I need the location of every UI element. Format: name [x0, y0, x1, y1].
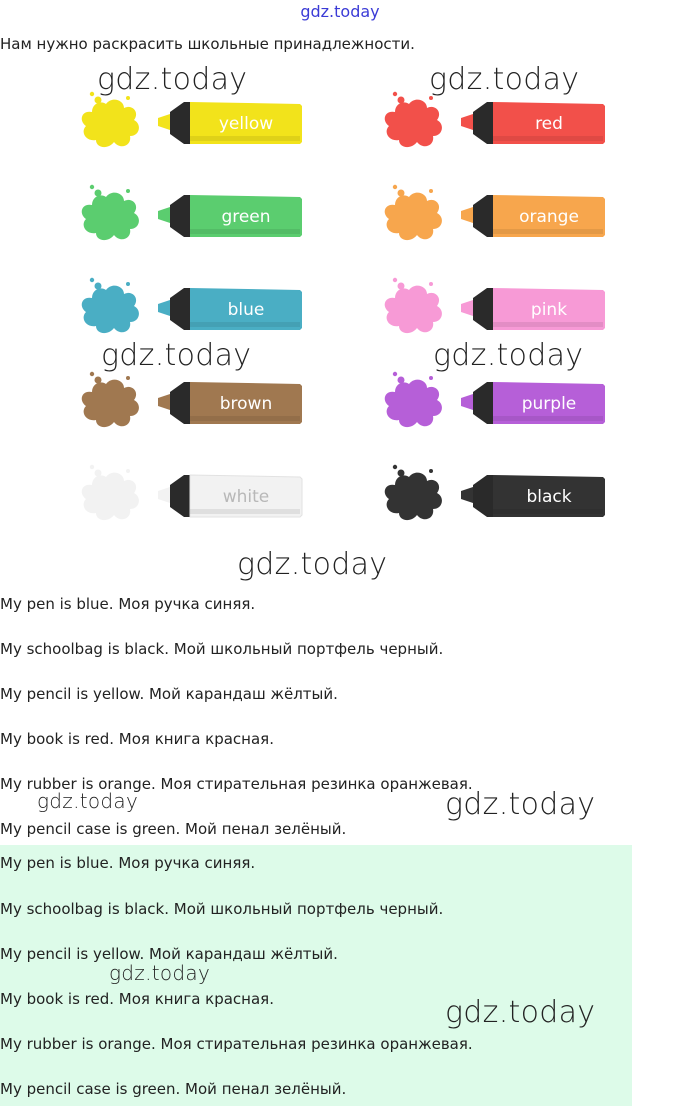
marker-label: red	[535, 114, 563, 134]
paint-splash-icon	[385, 100, 442, 147]
marker-label: orange	[519, 207, 579, 227]
marker-label: brown	[219, 394, 273, 414]
marker-blue	[72, 276, 307, 344]
sentence-line: My pen is blue. Моя ручка синяя.	[0, 595, 256, 613]
marker-label: yellow	[218, 114, 274, 134]
watermark: gdz.today	[429, 62, 580, 97]
marker-label: pink	[530, 300, 568, 320]
top-watermark: gdz.today	[300, 2, 380, 21]
paint-splash-icon	[82, 380, 139, 427]
task-text: Нам нужно раскрасить школьные принадлежности.	[0, 35, 415, 53]
answer-line: My pencil case is green. Мой пенал зелёный.	[0, 1080, 347, 1098]
watermark: gdz.today	[237, 547, 388, 582]
answer-line: My schoolbag is black. Мой школьный портфель черный.	[0, 900, 444, 918]
marker-red	[375, 90, 610, 158]
watermark: gdz.today	[109, 961, 211, 985]
marker-pink	[375, 276, 610, 344]
sentence-line: My schoolbag is black. Мой школьный портфель черный.	[0, 640, 444, 658]
watermark: gdz.today	[445, 995, 596, 1030]
answer-line: My book is red. Моя книга красная.	[0, 990, 274, 1008]
marker-label: white	[222, 487, 270, 507]
paint-splash-icon	[82, 473, 139, 520]
paint-splash-icon	[82, 100, 139, 147]
answer-line: My pencil is yellow. Мой карандаш жёлтый.	[0, 945, 338, 963]
marker-label: blue	[227, 300, 265, 320]
watermark: gdz.today	[101, 338, 252, 373]
answer-line: My pen is blue. Моя ручка синяя.	[0, 854, 256, 872]
marker-green	[72, 183, 307, 251]
paint-splash-icon	[385, 193, 442, 240]
answer-block	[0, 845, 632, 1106]
watermark: gdz.today	[37, 789, 139, 813]
sentence-line: My pencil is yellow. Мой карандаш жёлтый.	[0, 685, 338, 703]
marker-label: black	[526, 487, 572, 507]
marker-yellow	[72, 90, 307, 158]
paint-splash-icon	[385, 380, 442, 427]
paint-splash-icon	[385, 286, 442, 333]
watermark: gdz.today	[445, 787, 596, 822]
paint-splash-icon	[82, 193, 139, 240]
sentence-line: My rubber is orange. Моя стирательная резинка оранжевая.	[0, 775, 473, 793]
answer-line: My rubber is orange. Моя стирательная резинка оранжевая.	[0, 1035, 473, 1053]
marker-black	[375, 463, 610, 531]
marker-purple	[375, 370, 610, 438]
sentence-line: My book is red. Моя книга красная.	[0, 730, 274, 748]
watermark: gdz.today	[97, 62, 248, 97]
watermark: gdz.today	[433, 338, 584, 373]
marker-white	[72, 463, 307, 531]
marker-label: green	[221, 207, 271, 227]
paint-splash-icon	[385, 473, 442, 520]
marker-label: purple	[521, 394, 577, 414]
sentence-line: My pencil case is green. Мой пенал зелёный.	[0, 820, 347, 838]
marker-orange	[375, 183, 610, 251]
marker-brown	[72, 370, 307, 438]
paint-splash-icon	[82, 286, 139, 333]
